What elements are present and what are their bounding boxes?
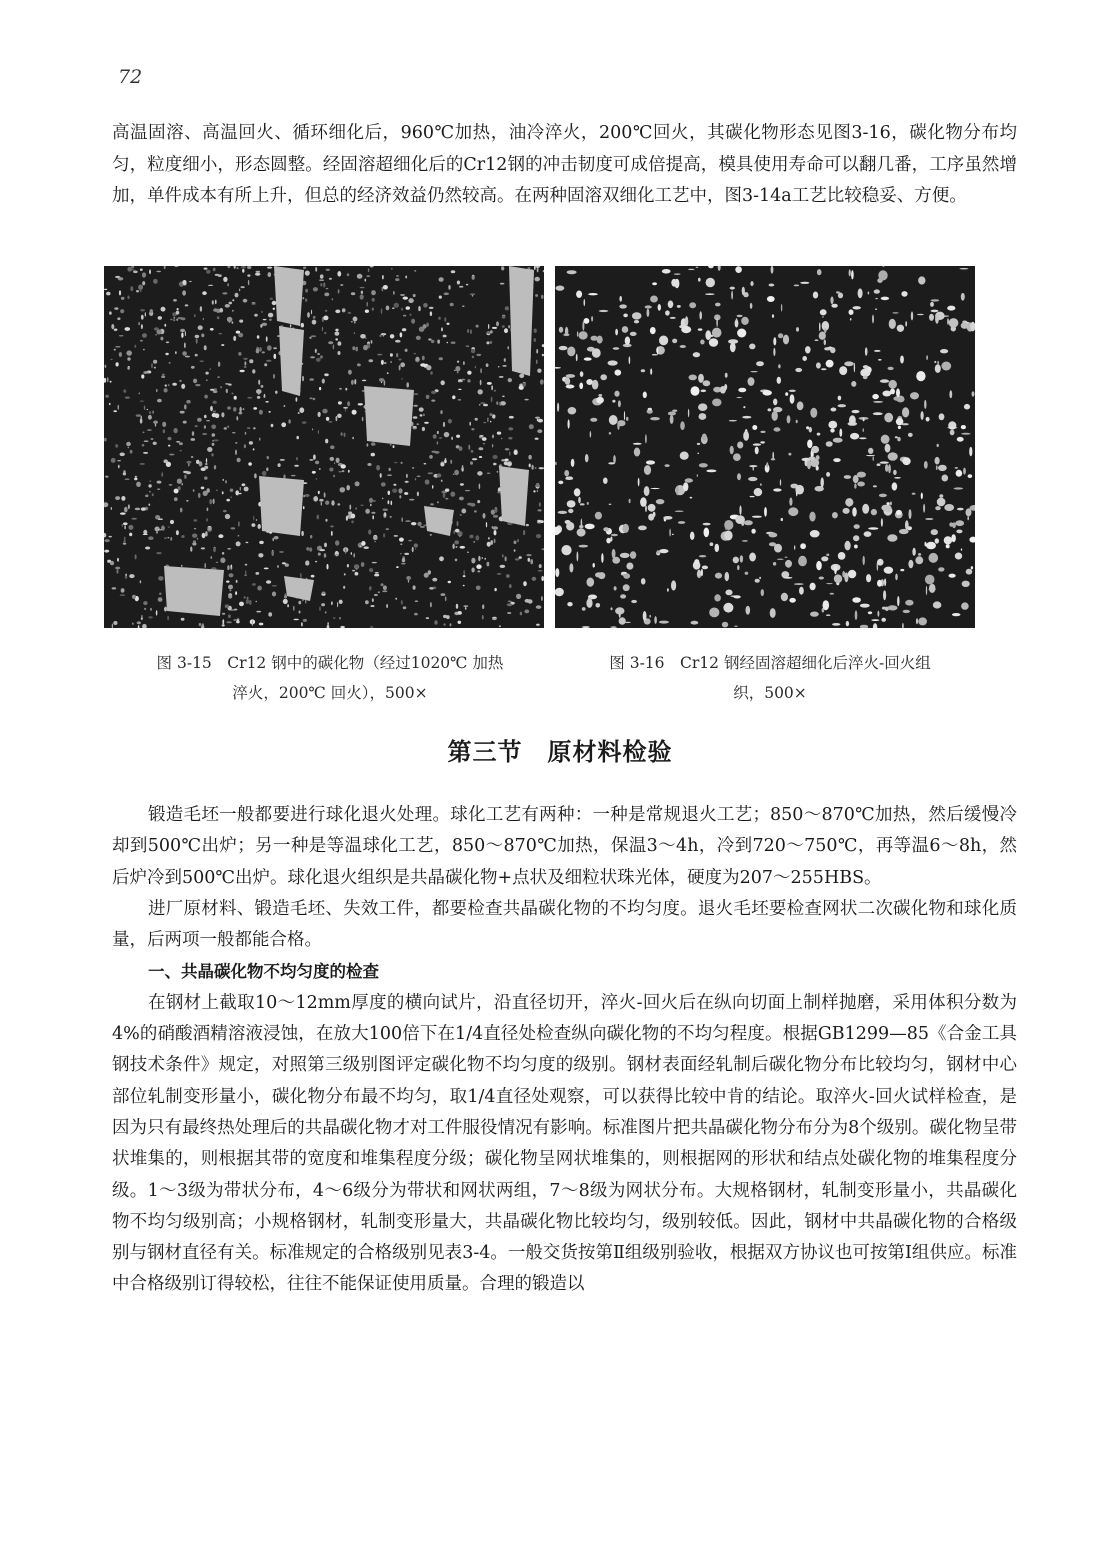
figure-caption-3-16: 图 3-16 Cr12 钢经固溶超细化后淬火-回火组织，500×: [609, 654, 931, 702]
subsection-heading: 一、共晶碳化物不均匀度的检查: [148, 962, 379, 982]
section-heading: 第三节 原材料检验: [447, 738, 673, 766]
body-text: [112, 800, 1017, 1301]
micrograph-figure-3-15: [104, 266, 544, 628]
micrograph-refined-image: [555, 266, 975, 628]
body-paragraph: 进厂原材料、锻造毛坯、失效工件，都要检查共晶碳化物的不均匀度。退火毛坯要检查网状二次碳化物和球化质量，后两项一般都能合格。: [112, 898, 1017, 951]
micrograph-figure-3-16: [555, 266, 975, 628]
figure-caption-3-15: 图 3-15 Cr12 钢中的碳化物（经过1020℃ 加热淬火，200℃ 回火），500×: [156, 654, 504, 702]
intro-paragraph: 高温固溶、高温回火、循环细化后，960℃加热，油冷淬火，200℃回火，其碳化物形态见图3-16，碳化物分布均匀，粒度细小，形态圆整。经固溶超细化后的Cr12钢的冲击韧度可成倍提高，模具使用寿命可以翻几番，工序虽然增加，单件成本有所上升，但总的经济效益仍然较高。在两种固溶双细化工艺中，图3-14a工艺比较稳妥、方便。: [112, 123, 1017, 206]
body-paragraph: 在钢材上截取10～12mm厚度的横向试片，沿直径切开，淬火-回火后在纵向切面上制样抛磨，采用体积分数为4%的硝酸酒精溶液浸蚀，在放大100倍下在1/4直径处检查纵向碳化物的不均匀程度。根据GB1299—85《合金工具钢技术条件》规定，对照第三级别图评定碳化物不均匀度的级别。钢材表面经轧制后碳化物分布比较均匀，钢材中心部位轧制变形量小，碳化物分布最不均匀，取1/4直径处观察，可以获得比较中肯的结论。取淬火-回火试样检查，是因为只有最终热处理后的共晶碳化物才对工件服役情况有影响。标准图片把共晶碳化物分布分为8个级别。碳化物呈带状堆集的，则根据其带的宽度和堆集程度分级；碳化物呈网状堆集的，则根据网的形状和结点处碳化物的堆集程度分级。1～3级为带状分布，4～6级分为带状和网状两组，7～8级为网状分布。大规格钢材，轧制变形量小，共晶碳化物不均匀级别高；小规格钢材，轧制变形量大，共晶碳化物比较均匀，级别较低。因此，钢材中共晶碳化物的合格级别与钢材直径有关。标准规定的合格级别见表3-4。一般交货按第Ⅱ组级别验收，根据双方协议也可按第Ⅰ组供应。标准中合格级别订得较松，往往不能保证使用质量。合理的锻造以: [112, 992, 1017, 1295]
micrograph-carbide-image: [104, 266, 544, 628]
body-paragraph: 锻造毛坯一般都要进行球化退火处理。球化工艺有两种：一种是常规退火工艺；850～870℃加热，然后缓慢冷却到500℃出炉；另一种是等温球化工艺，850～870℃加热，保温3～4h，冷到720～750℃，再等温6～8h，然后炉冷到500℃出炉。球化退火组织是共晶碳化物+点状及细粒状珠光体，硬度为207～255HBS。: [112, 805, 1017, 888]
page-number: 72: [118, 66, 143, 88]
